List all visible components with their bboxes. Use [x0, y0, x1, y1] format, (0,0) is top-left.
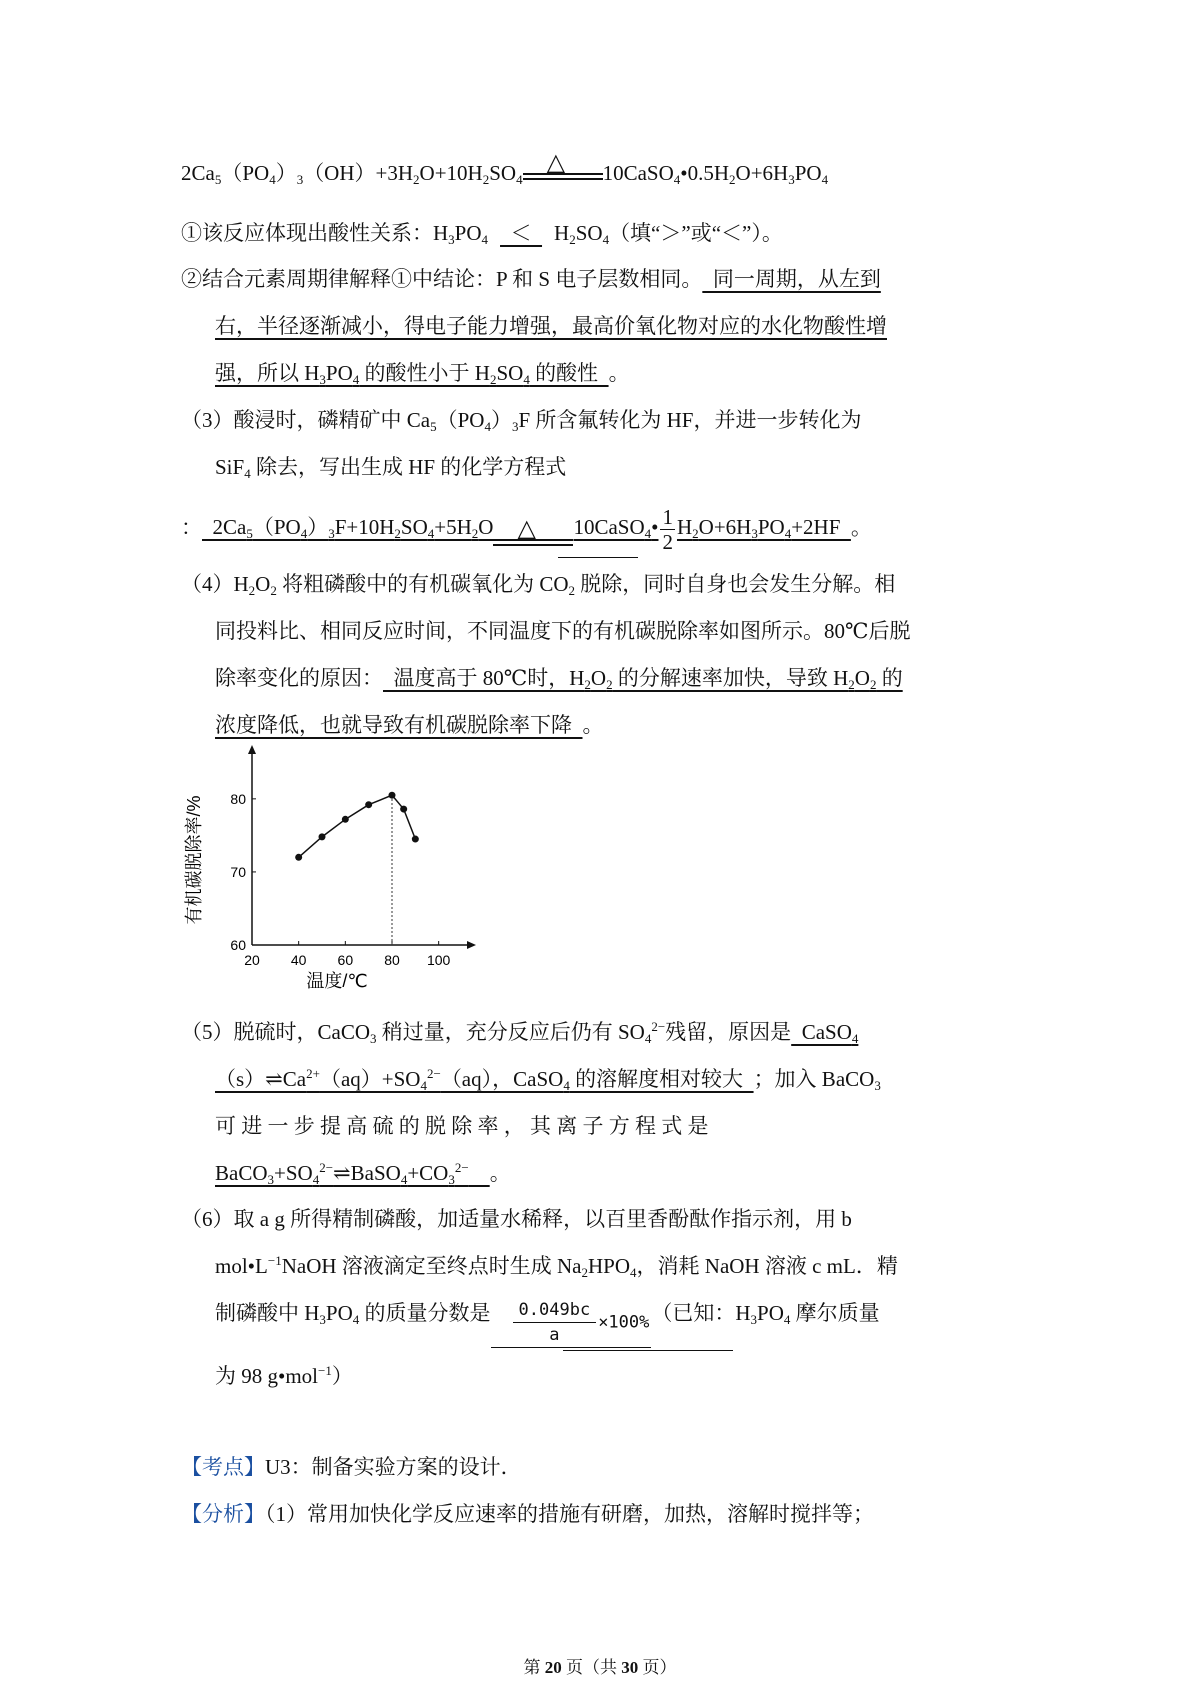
question-6-line-3: 制磷酸中 $H_3PO_4$ 的质量分数是 $\frac{0.049bc}{a}$ ×100%（已知：$H_3PO_4$ 摩尔质量	[215, 1298, 880, 1348]
answer-blank: $2Ca_5(PO_4)_3F+10H_2SO_4+5H_2O$	[202, 515, 494, 542]
answer-blank: CaSO$_4$	[791, 1020, 859, 1046]
question-1-line: ①该反应体现出酸性关系：$H_3PO_4 < H_2SO_4$（填“＞”或“＜”）。	[181, 221, 783, 247]
data-point	[389, 792, 396, 799]
question-5-line-3: 可 进 一 步 提 高 硫 的 脱 除 率 ， 其 离 子 方 程 式 是	[215, 1114, 709, 1138]
data-point	[365, 801, 372, 808]
fenxi-tag: 【分析】	[181, 1502, 265, 1526]
question-5-line-4: $BaCO_3+SO_4^{2-}\rightleftharpoons BaSO_4+CO_3^{2-}$ 。	[215, 1160, 511, 1187]
question-2-line-1: ②结合元素周期律解释①中结论：P 和 S 电子层数相同。 同一周期，从左到	[181, 267, 881, 291]
data-point	[400, 806, 407, 813]
question-3-line-1: （3）酸浸时，磷精矿中 $Ca_5(PO_4)_3F$ 所含氟转化为 HF，并进一步转化为	[181, 408, 862, 434]
removal-rate-chart	[180, 745, 500, 995]
x-tick-label: 100	[426, 952, 451, 968]
equation-line: $2Ca_5(PO_4)_3(OH)+3H_2O+10H_2SO_4$ △ $10CaSO_4•0.5H_2O+6H_3PO_4$	[181, 150, 829, 187]
x-tick-label: 80	[384, 952, 400, 968]
answer-underline-stub	[558, 557, 638, 558]
x-tick-label: 40	[290, 952, 307, 968]
data-point	[295, 854, 302, 861]
x-axis-label: 温度/℃	[306, 971, 368, 991]
question-3-answer: ： $2Ca_5(PO_4)_3F+10H_2SO_4+5H_2O$ △ 10CaSO$_4$• $\frac{1}{2}$ $H_2O+6H_3PO_4+2HF$ 。	[181, 505, 872, 554]
question-2-line-3: 强，所以 $H_3PO_4$ 的酸性小于 $H_2SO_4$ 的酸性 。	[215, 361, 630, 387]
data-point	[342, 816, 349, 823]
series-line	[299, 795, 416, 857]
heat-condition: △	[523, 158, 603, 188]
data-point	[319, 833, 326, 840]
fenxi-line: 【分析】（1）常用加快化学反应速率的措施有研磨，加热，溶解时搅拌等；	[181, 1502, 874, 1526]
data-point	[412, 836, 419, 843]
y-tick-label: 60	[230, 937, 246, 953]
answer-underline-stub	[563, 1350, 733, 1351]
kaodian-line: 【考点】U3：制备实验方案的设计．	[181, 1455, 522, 1479]
x-axis-arrow	[467, 941, 476, 949]
question-5-line-2: $(s)\rightleftharpoons Ca^{2+}(aq)+SO_4^{2-}(aq)$，CaSO$_4$ 的溶解度相对较大 ；加入 BaCO$_3$	[215, 1066, 881, 1093]
y-tick-label: 80	[230, 790, 246, 807]
x-tick-label: 60	[337, 952, 354, 968]
answer-blank: 同一周期，从左到	[702, 267, 881, 291]
question-6-line-4: 为 98 g•mol$^{-1}$）	[215, 1363, 353, 1388]
question-4-line-3: 除率变化的原因： 温度高于 80℃时，$H_2O_2$ 的分解速率加快，导致 $H_2O_2$ 的	[215, 666, 903, 692]
heat-condition: △	[493, 524, 573, 554]
question-3-line-2: SiF$_4$ 除去，写出生成 HF 的化学方程式	[215, 455, 567, 481]
answer-blank: $\frac{0.049bc}{a}$ ×100%	[491, 1298, 652, 1348]
y-axis-arrow	[248, 745, 256, 754]
x-tick-label: 20	[244, 952, 260, 968]
answer-blank: ＜	[500, 221, 543, 245]
question-4-line-2: 同投料比、相同反应时间，不同温度下的有机碳脱除率如图所示。80℃后脱	[215, 619, 911, 643]
answer-blank: $BaCO_3+SO_4^{2-}\rightleftharpoons BaSO_4+CO_3^{2-}$	[215, 1160, 469, 1187]
question-5-line-1: （5）脱硫时，CaCO$_3$ 稍过量，充分反应后仍有 $SO_4^{2-}$残留，原因是 CaSO$_4$	[181, 1019, 859, 1046]
page-footer: 第 20 页（共 30 页）	[523, 1658, 677, 1677]
y-axis-label: 有机碳脱除率/%	[184, 795, 204, 925]
y-tick-label: 70	[230, 863, 246, 880]
question-2-line-2: 右，半径逐渐减小，得电子能力增强，最高价氧化物对应的水化物酸性增	[215, 314, 887, 338]
question-6-line-2: $mol•L^{-1}NaOH$ 溶液滴定至终点时生成 $Na_2HPO_4$，消耗 NaOH 溶液 c mL．精	[215, 1253, 898, 1280]
question-4-line-1: $(4)H_2O_2$ 将粗磷酸中的有机碳氧化为 $CO_2$ 脱除，同时自身也会发生分解。相	[181, 572, 896, 598]
question-6-line-1: （6）取 a g 所得精制磷酸，加适量水稀释，以百里香酚酞作指示剂，用 b	[181, 1207, 852, 1231]
kaodian-tag: 【考点】	[181, 1455, 265, 1479]
question-4-line-4: 浓度降低，也就导致有机碳脱除率下降 。	[215, 713, 604, 737]
answer-blank: 温度高于 80℃时，$H_2O_2$ 的分解速率加快，导致 $H_2O_2$ 的	[383, 666, 903, 692]
answer-fraction: $\frac{0.049bc}{a}$	[513, 1298, 597, 1347]
fraction-one-half: $\frac{1}{2}$	[662, 505, 673, 554]
